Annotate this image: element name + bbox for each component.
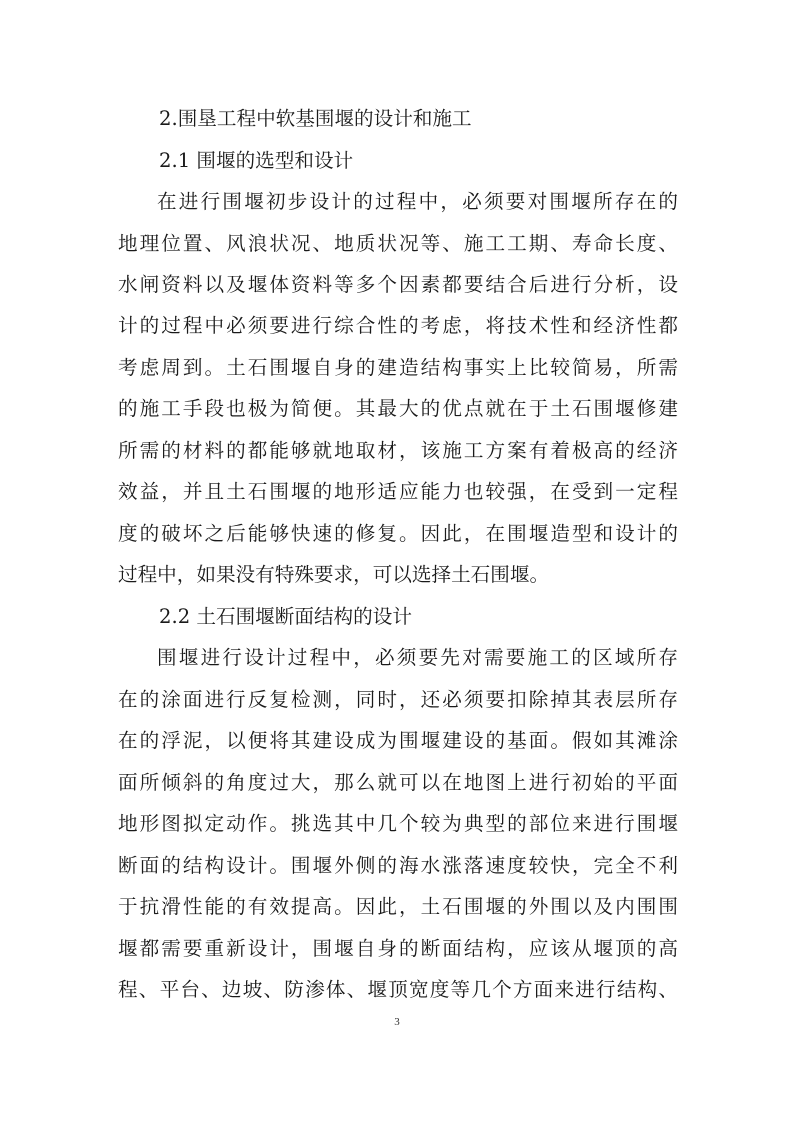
paragraph-line: 于抗滑性能的有效提高。因此，土石围堰的外围以及内围围 (118, 895, 678, 918)
paragraph-line: 程、平台、边坡、防渗体、堰顶宽度等几个方面来进行结构、 (118, 978, 678, 1001)
paragraph-line: 在的浮泥，以便将其建设成为围堰建设的基面。假如其滩涂 (118, 729, 678, 752)
section-heading-2: 2.围垦工程中软基围堰的设计和施工 (159, 107, 472, 130)
paragraph-line: 断面的结构设计。围堰外侧的海水涨落速度较快，完全不利 (118, 854, 678, 877)
paragraph-line: 考虑周到。土石围堰自身的建造结构事实上比较简易，所需 (118, 356, 678, 379)
paragraph-line: 计的过程中必须要进行综合性的考虑，将技术性和经济性都 (118, 314, 678, 337)
paragraph-line: 过程中，如果没有特殊要求，可以选择土石围堰。 (118, 563, 550, 586)
paragraph-line: 地形图拟定动作。挑选其中几个较为典型的部位来进行围堰 (118, 812, 678, 835)
paragraph-line: 堰都需要重新设计，围堰自身的断面结构，应该从堰顶的高 (118, 937, 678, 960)
section-heading-2-2: 2.2 土石围堰断面结构的设计 (159, 605, 412, 628)
paragraph-line: 所需的材料的都能够就地取材，该施工方案有着极高的经济 (118, 439, 678, 462)
section-heading-2-1: 2.1 围堰的选型和设计 (159, 149, 354, 172)
paragraph-line: 地理位置、风浪状况、地质状况等、施工工期、寿命长度、 (118, 232, 678, 255)
paragraph-line: 围堰进行设计过程中，必须要先对需要施工的区域所存 (157, 646, 678, 669)
paragraph-line: 在的涂面进行反复检测，同时，还必须要扣除掉其表层所存 (118, 688, 678, 711)
paragraph-line: 的施工手段也极为简便。其最大的优点就在于土石围堰修建 (118, 397, 678, 420)
paragraph-line: 度的破坏之后能够快速的修复。因此，在围堰造型和设计的 (118, 522, 678, 545)
paragraph-line: 水闸资料以及堰体资料等多个因素都要结合后进行分析，设 (118, 273, 678, 296)
page-number: 3 (394, 1016, 400, 1028)
paragraph-line: 效益，并且土石围堰的地形适应能力也较强，在受到一定程 (118, 480, 678, 503)
paragraph-line: 面所倾斜的角度过大，那么就可以在地图上进行初始的平面 (118, 771, 678, 794)
paragraph-line: 在进行围堰初步设计的过程中，必须要对围堰所存在的 (157, 190, 678, 213)
